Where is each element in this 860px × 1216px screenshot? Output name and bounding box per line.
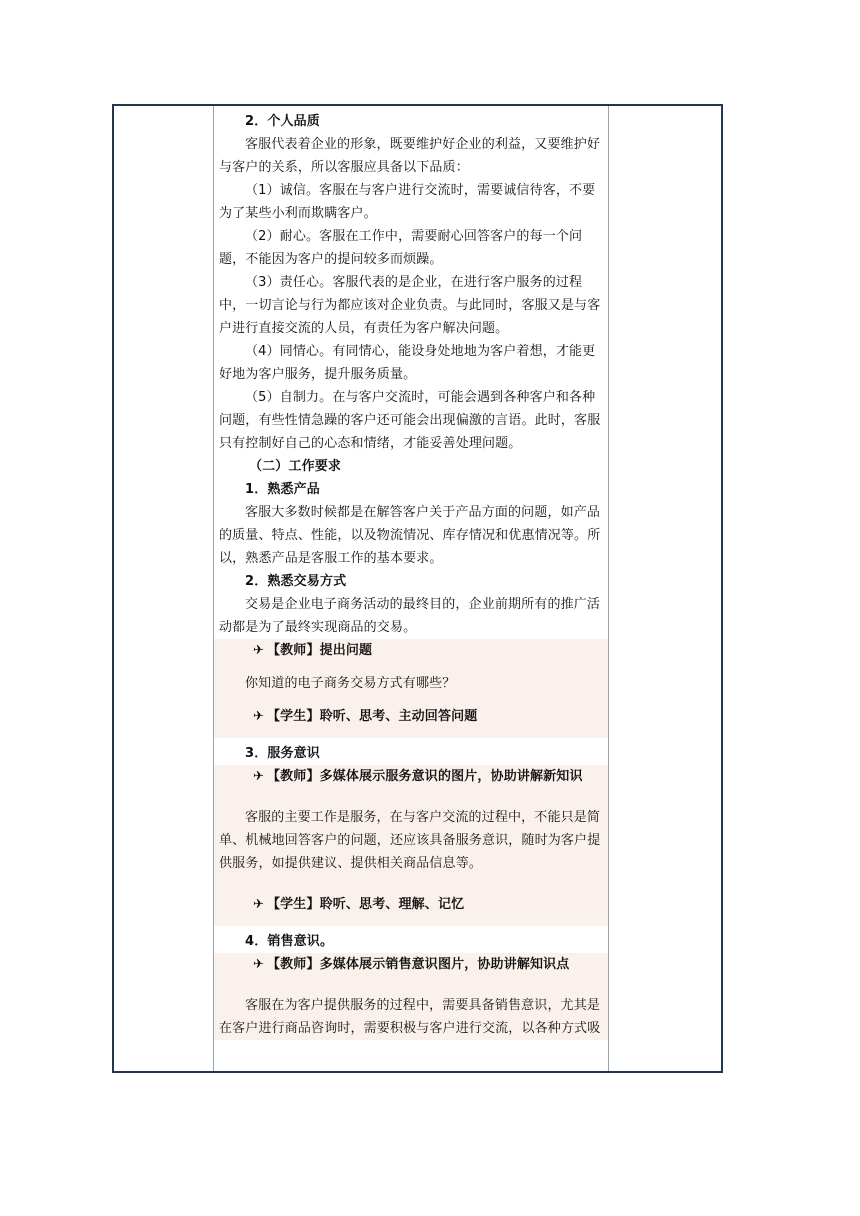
- quality-item-empathy: （4）同情心。有同情心，能设身处地地为客户着想，才能更好地为客户服务，提升服务质量。: [219, 344, 596, 382]
- familiar-product-heading: 1．熟悉产品: [245, 482, 320, 497]
- teacher-question-line: [219, 639, 603, 662]
- familiar-product-text: 客服大多数时候都是在解答客户关于产品方面的问题，如产品的质量、特点、性能，以及物流情况、库存情况和优惠情况等。所以，熟悉产品是客服工作的基本要求。: [219, 505, 601, 566]
- activity-box-question: [214, 639, 608, 738]
- sales-awareness-text: 客服在为客户提供服务的过程中，需要具备销售意识，尤其是在客户进行商品咨询时，需要积极与客户进行交流，以各种方式吸: [219, 998, 601, 1036]
- box-spacer: [219, 875, 603, 893]
- box-spacer: [219, 662, 603, 672]
- box-spacer: [219, 728, 603, 738]
- activity-box-service: [214, 765, 608, 926]
- airplane-icon: ✈: [253, 643, 265, 658]
- teacher-question-label: 【教师】提出问题: [267, 643, 373, 658]
- quality-item-honesty: （1）诚信。客服在与客户进行交流时，需要诚信待客，不要为了某些小利而欺瞒客户。: [219, 183, 596, 221]
- discussion-question: 你知道的电子商务交易方式有哪些？: [245, 676, 456, 691]
- service-awareness-heading: 3．服务意识: [245, 746, 320, 761]
- familiar-trade-text: 交易是企业电子商务活动的最终目的，企业前期所有的推广活动都是为了最终实现商品的交易。: [219, 597, 601, 635]
- lesson-content-cell: [214, 106, 608, 1071]
- teacher-service-label: 【教师】多媒体展示服务意识的图片，协助讲解新知识: [267, 769, 583, 784]
- lesson-table: [112, 104, 723, 1073]
- personal-quality-intro: 客服代表着企业的形象，既要维护好企业的利益，又要维护好与客户的关系，所以客服应具备以下品质：: [219, 137, 601, 175]
- work-requirements-heading: （二）工作要求: [249, 459, 342, 474]
- activity-box-sales: [214, 953, 608, 1040]
- airplane-icon: ✈: [253, 709, 265, 724]
- sales-awareness-heading: 4．销售意识。: [245, 934, 334, 949]
- airplane-icon: ✈: [253, 957, 265, 972]
- airplane-icon: ✈: [253, 897, 265, 912]
- teacher-service-line: [219, 765, 603, 788]
- airplane-icon: ✈: [253, 769, 265, 784]
- box-spacer: [219, 976, 603, 994]
- teacher-sales-label: 【教师】多媒体展示销售意识图片，协助讲解知识点: [267, 957, 570, 972]
- column-divider-right: [608, 106, 609, 1071]
- box-spacer: [219, 788, 603, 806]
- box-spacer: [219, 916, 603, 926]
- box-spacer: [219, 695, 603, 705]
- familiar-trade-heading: 2．熟悉交易方式: [245, 574, 347, 589]
- quality-item-patience: （2）耐心。客服在工作中，需要耐心回答客户的每一个问题，不能因为客户的提问较多而烦躁。: [219, 229, 583, 267]
- student-response-label: 【学生】聆听、思考、主动回答问题: [267, 709, 478, 724]
- teacher-sales-line: [219, 953, 603, 976]
- student-service-label: 【学生】聆听、思考、理解、记忆: [267, 897, 465, 912]
- quality-item-self-control: （5）自制力。在与客户交流时，可能会遇到各种客户和各种问题，有些性情急躁的客户还可能会出现偏激的言语。此时，客服只有控制好自己的心态和情绪，才能妥善处理问题。: [219, 390, 601, 451]
- personal-quality-heading: 2．个人品质: [245, 114, 320, 129]
- quality-item-responsibility: （3）责任心。客服代表的是企业，在进行客户服务的过程中，一切言论与行为都应该对企业负责。与此同时，客服又是与客户进行直接交流的人员，有责任为客户解决问题。: [219, 275, 601, 336]
- student-service-line: [219, 893, 603, 916]
- student-response-line: [219, 705, 603, 728]
- service-awareness-text: 客服的主要工作是服务，在与客户交流的过程中，不能只是简单、机械地回答客户的问题，还应该具备服务意识，随时为客户提供服务，如提供建议、提供相关商品信息等。: [219, 810, 601, 871]
